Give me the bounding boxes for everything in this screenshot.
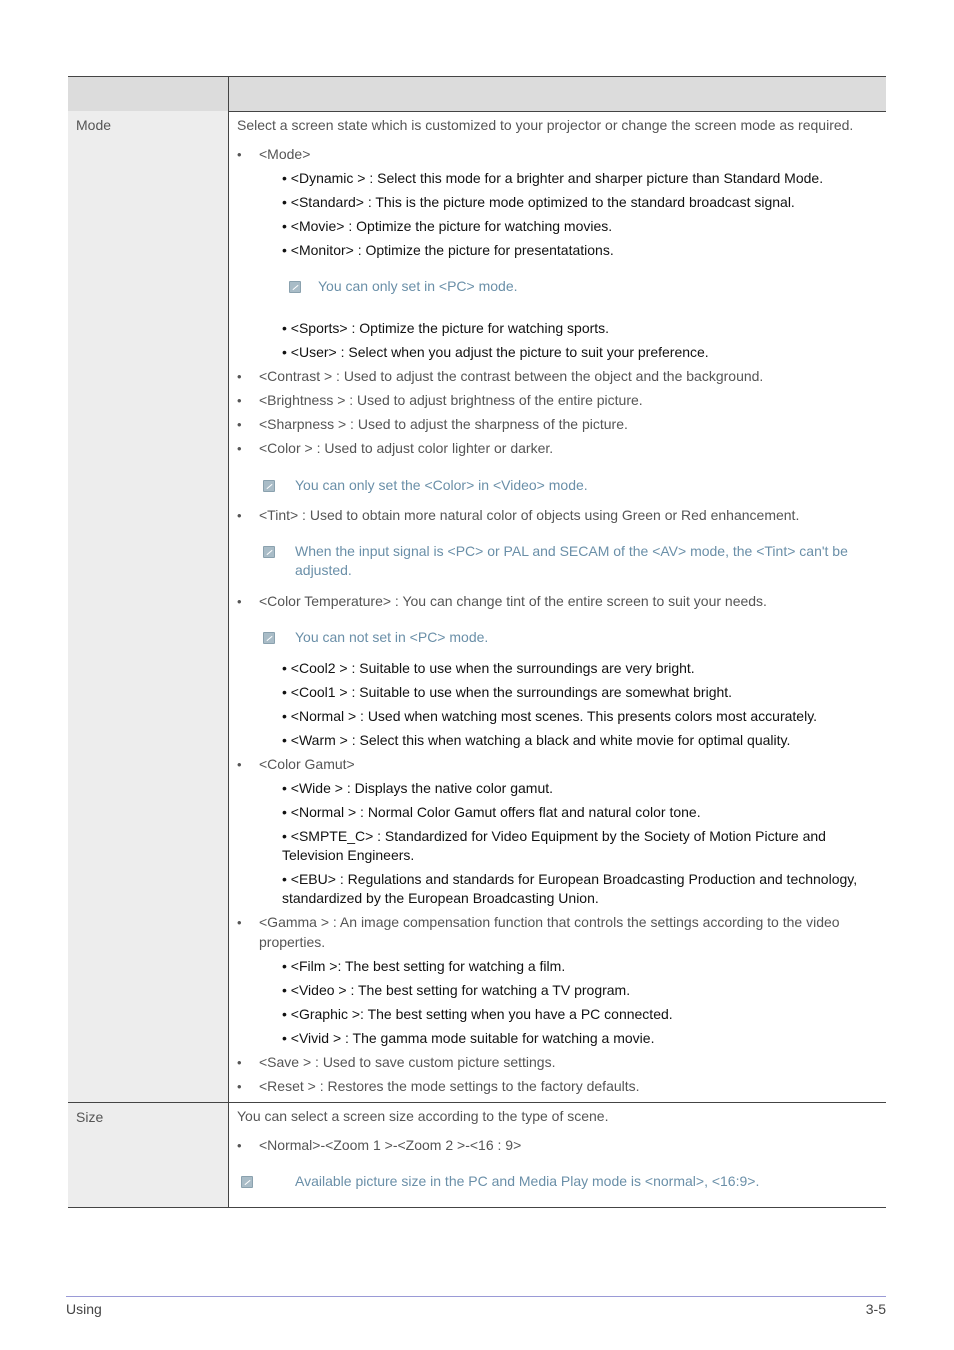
note-icon [263,480,275,492]
gamut-item: <Color Gamut> [259,756,355,772]
header-divider [228,77,229,111]
bullet: • [237,508,242,523]
colortemp-cool1: • <Cool1 > : Suitable to use when the surroundings are somewhat bright. [282,684,733,700]
note-tint-line2: adjusted. [295,562,352,578]
gamma-item-line2: properties. [259,934,326,950]
gamut-ebu-line1: • <EBU> : Regulations and standards for European Broadcasting Production and technology, [282,871,858,887]
bullet: • [237,147,242,162]
sharpness-item: <Sharpness > : Used to adjust the sharpness of the picture. [259,416,628,432]
bullet: • [237,417,242,432]
gamma-graphic: • <Graphic >: The best setting when you have a PC connected. [282,1006,673,1022]
bullet: • [237,1079,242,1094]
note-size: Available picture size in the PC and Media Play mode is <normal>, <16:9>. [295,1173,760,1189]
footer-divider [66,1296,886,1297]
row-content-size [229,1103,886,1207]
table-header [68,76,886,112]
tint-item: <Tint> : Used to obtain more natural color of objects using Green or Red enhancement. [259,507,800,523]
contrast-item: <Contrast > : Used to adjust the contrast between the object and the background. [259,368,764,384]
brightness-item: <Brightness > : Used to adjust brightness of the entire picture. [259,392,643,408]
gamma-video: • <Video > : The best setting for watching a TV program. [282,982,631,998]
note-icon [289,281,301,293]
colortemp-normal: • <Normal > : Used when watching most scenes. This presents colors most accurately. [282,708,818,724]
note-tint-line1: When the input signal is <PC> or PAL and SECAM of the <AV> mode, the <Tint> can't be [295,543,848,559]
bullet: • [237,757,242,772]
colortemp-warm: • <Warm > : Select this when watching a black and white movie for optimal quality. [282,732,791,748]
footer-page-number: 3-5 [865,1301,886,1317]
save-item: <Save > : Used to save custom picture settings. [259,1054,556,1070]
row-label-size: Size [68,1103,229,1207]
gamut-normal: • <Normal > : Normal Color Gamut offers flat and natural color tone. [282,804,701,820]
row-label-mode: Mode [68,111,229,1102]
mode-sub-user: • <User> : Select when you adjust the picture to suit your preference. [282,344,709,360]
note-icon [241,1176,253,1188]
footer-section: Using [66,1301,102,1317]
size-intro: You can select a screen size according to the type of scene. [237,1108,609,1124]
mode-sub-movie: • <Movie> : Optimize the picture for watching movies. [282,218,613,234]
table-row-mode [68,111,886,1103]
gamma-item-line1: <Gamma > : An image compensation function that controls the settings according to the video [259,914,840,930]
table-row-size [68,1103,886,1208]
reset-item: <Reset > : Restores the mode settings to the factory defaults. [259,1078,640,1094]
bullet: • [237,369,242,384]
bullet: • [237,594,242,609]
gamma-vivid: • <Vivid > : The gamma mode suitable for watching a movie. [282,1030,655,1046]
note-icon [263,546,275,558]
note-icon [263,632,275,644]
note-color: You can only set the <Color> in <Video> mode. [295,477,588,493]
mode-intro: Select a screen state which is customized to your projector or change the screen mode as required. [237,117,854,133]
gamut-smpte-line2: Television Engineers. [282,847,415,863]
bullet: • [237,1055,242,1070]
mode-item: <Mode> [259,146,311,162]
gamut-wide: • <Wide > : Displays the native color gamut. [282,780,554,796]
bullet: • [237,915,242,930]
colortemp-item: <Color Temperature> : You can change tint of the entire screen to suit your needs. [259,593,767,609]
row-content-mode [229,111,886,1102]
gamut-smpte-line1: • <SMPTE_C> : Standardized for Video Equipment by the Society of Motion Picture and [282,828,826,844]
mode-sub-standard: • <Standard> : This is the picture mode optimized to the standard broadcast signal. [282,194,795,210]
bullet: • [237,393,242,408]
colortemp-cool2: • <Cool2 > : Suitable to use when the surroundings are very bright. [282,660,695,676]
size-item: <Normal>-<Zoom 1 >-<Zoom 2 >-<16 : 9> [259,1137,522,1153]
mode-sub-dynamic: • <Dynamic > : Select this mode for a brighter and sharper picture than Standard Mode. [282,170,824,186]
note-colortemp: You can not set in <PC> mode. [295,629,489,645]
color-item: <Color > : Used to adjust color lighter or darker. [259,440,554,456]
bullet: • [237,441,242,456]
bullet: • [237,1138,242,1153]
mode-sub-sports: • <Sports> : Optimize the picture for watching sports. [282,320,610,336]
gamut-ebu-line2: standardized by the European Broadcasting Union. [282,890,599,906]
gamma-film: • <Film >: The best setting for watching a film. [282,958,566,974]
note-pc-only: You can only set in <PC> mode. [318,278,518,294]
mode-sub-monitor: • <Monitor> : Optimize the picture for presentatations. [282,242,614,258]
